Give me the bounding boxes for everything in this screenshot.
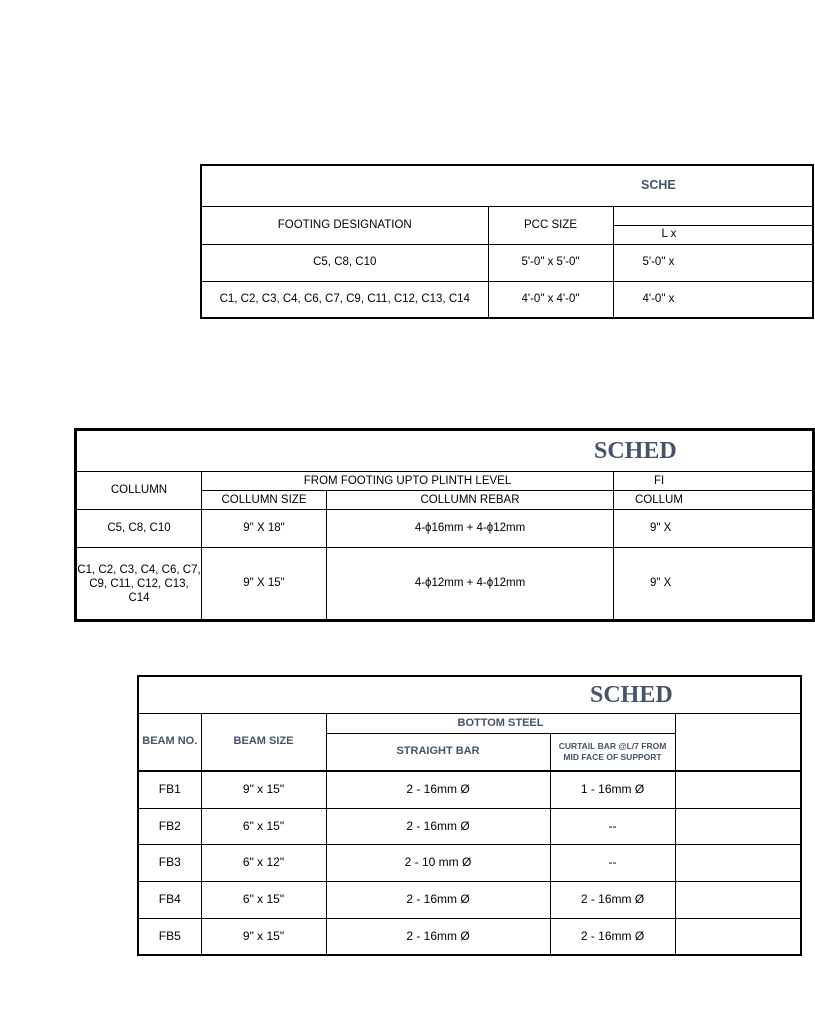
beam-size-cell: 9" x 15"	[201, 771, 326, 808]
table-row	[138, 771, 801, 808]
column-rebar-cell: 4-ϕ12mm + 4-ϕ12mm	[327, 548, 614, 621]
footing-designation-cell: C5, C8, C10	[201, 244, 488, 281]
beam-size-cell: 9" x 15"	[201, 918, 326, 955]
footing-schedule-title: SCHE	[641, 177, 676, 192]
column-rebar-header: COLLUMN REBAR	[327, 491, 614, 510]
next-column-size-cell: 9" X	[614, 510, 814, 548]
curtail-bar-cell: 2 - 16mm Ø	[550, 918, 675, 955]
empty-cell	[675, 771, 801, 808]
footing-size-cell: 5'-0" x	[613, 244, 813, 281]
straight-bar-header: STRAIGHT BAR	[326, 733, 550, 771]
footing-size-subheader: L x	[613, 225, 813, 244]
column-header: COLLUMN	[76, 472, 202, 510]
table-row	[138, 918, 801, 955]
curtail-bar-cell: --	[550, 844, 675, 881]
curtail-bar-cell: --	[550, 808, 675, 844]
footing-designation-cell: C1, C2, C3, C4, C6, C7, C9, C11, C12, C13, C14	[201, 281, 488, 318]
curtail-bar-cell: 1 - 16mm Ø	[550, 771, 675, 808]
column-id-cell: C1, C2, C3, C4, C6, C7, C9, C11, C12, C13, C14	[76, 548, 202, 621]
footing-title-row	[201, 165, 813, 206]
column-title-row	[76, 430, 814, 472]
pcc-size-cell: 5'-0" x 5'-0"	[488, 244, 613, 281]
empty-cell	[675, 844, 801, 881]
empty-cell	[675, 918, 801, 955]
next-level-group-header: FI	[614, 472, 814, 491]
beam-title-row	[138, 676, 801, 713]
footing-schedule-table	[200, 164, 814, 319]
column-title-cell	[76, 430, 814, 472]
beam-no-cell: FB4	[138, 881, 201, 918]
pcc-size-cell: 4'-0" x 4'-0"	[488, 281, 613, 318]
plinth-level-group-header: FROM FOOTING UPTO PLINTH LEVEL	[202, 472, 614, 491]
empty-cell	[675, 713, 801, 771]
footing-header-row	[201, 206, 813, 225]
beam-schedule-title: SCHED	[590, 681, 673, 708]
column-size-header: COLLUMN SIZE	[202, 491, 327, 510]
table-row	[76, 510, 814, 548]
column-header-row	[76, 472, 814, 491]
beam-size-cell: 6" x 15"	[201, 808, 326, 844]
straight-bar-cell: 2 - 10 mm Ø	[326, 844, 550, 881]
beam-no-cell: FB5	[138, 918, 201, 955]
footing-title-cell	[201, 165, 813, 206]
beam-no-cell: FB3	[138, 844, 201, 881]
beam-size-cell: 6" x 12"	[201, 844, 326, 881]
straight-bar-cell: 2 - 16mm Ø	[326, 918, 550, 955]
beam-no-cell: FB1	[138, 771, 201, 808]
beam-schedule-table	[137, 675, 802, 956]
column-rebar-cell: 4-ϕ16mm + 4-ϕ12mm	[327, 510, 614, 548]
curtail-bar-header-cell	[550, 733, 675, 771]
curtail-bar-cell: 2 - 16mm Ø	[550, 881, 675, 918]
beam-title-cell	[138, 676, 801, 713]
beam-no-header: BEAM NO.	[138, 713, 201, 771]
next-column-size-cell: 9" X	[614, 548, 814, 621]
column-size-cell: 9" X 15"	[202, 548, 327, 621]
straight-bar-cell: 2 - 16mm Ø	[326, 881, 550, 918]
straight-bar-cell: 2 - 16mm Ø	[326, 808, 550, 844]
empty-cell	[675, 881, 801, 918]
column-schedule-title: SCHED	[594, 438, 677, 464]
table-row	[138, 844, 801, 881]
table-row	[138, 808, 801, 844]
bottom-steel-header: BOTTOM STEEL	[326, 713, 675, 733]
beam-size-header: BEAM SIZE	[201, 713, 326, 771]
beam-no-cell: FB2	[138, 808, 201, 844]
footing-size-cell: 4'-0" x	[613, 281, 813, 318]
pcc-size-header: PCC SIZE	[488, 206, 613, 244]
beam-header-row	[138, 713, 801, 733]
empty-cell	[675, 808, 801, 844]
footing-designation-header: FOOTING DESIGNATION	[201, 206, 488, 244]
table-row	[201, 281, 813, 318]
column-schedule-table	[74, 428, 815, 622]
beam-size-cell: 6" x 15"	[201, 881, 326, 918]
next-column-size-header: COLLUM	[614, 491, 814, 510]
column-id-cell: C5, C8, C10	[76, 510, 202, 548]
table-row	[138, 881, 801, 918]
table-row	[201, 244, 813, 281]
table-row	[76, 548, 814, 621]
curtail-bar-header: CURTAIL BAR @L/7 FROM MID FACE OF SUPPORT	[558, 740, 667, 762]
straight-bar-cell: 2 - 16mm Ø	[326, 771, 550, 808]
footing-size-group-header	[613, 206, 813, 225]
column-size-cell: 9" X 18"	[202, 510, 327, 548]
